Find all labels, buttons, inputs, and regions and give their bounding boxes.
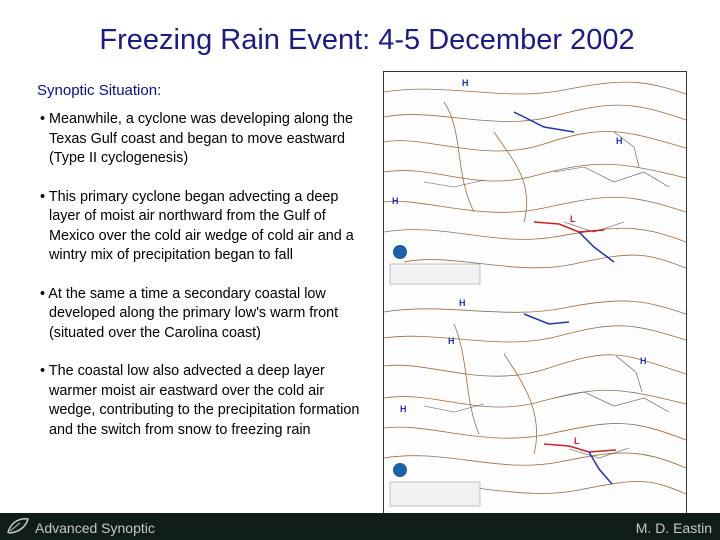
slide-title: Freezing Rain Event: 4-5 December 2002 <box>99 24 635 56</box>
bullet-item: • This primary cyclone began advecting a deep layer of moist air northward from the Gulf of Mexico over the cold air wedge of cold air and a wintry mix of precipitation began to fall <box>40 188 354 263</box>
bullet-item: • The coastal low also advected a deep layer warmer moist air eastward over the cold air wedge, contributing to the precipitation formation and the switch from snow to freezing rain <box>40 363 360 438</box>
noaa-logo-icon <box>393 463 407 477</box>
bullet-list <box>37 110 372 440</box>
surface-map-upper <box>384 72 686 290</box>
low-pressure-label: L <box>574 436 580 446</box>
surface-analysis-maps <box>383 71 687 514</box>
leaf-logo-icon <box>6 516 30 536</box>
surface-map-lower <box>384 294 686 512</box>
high-pressure-label: H <box>400 404 407 414</box>
map-legend-box <box>390 482 480 506</box>
high-pressure-label: H <box>462 78 469 88</box>
noaa-logo-icon <box>393 245 407 259</box>
high-pressure-label: H <box>448 336 455 346</box>
high-pressure-label: H <box>616 136 623 146</box>
section-subtitle: Synoptic Situation: <box>37 82 162 99</box>
high-pressure-label: H <box>459 298 466 308</box>
bullet-item: • At the same a time a secondary coastal low developed along the primary low's warm front (situated over the Carolina coast) <box>40 285 339 341</box>
bullet-item: • Meanwhile, a cyclone was developing along the Texas Gulf coast and began to move eastward (Type II cyclogenesis) <box>40 111 354 166</box>
high-pressure-label: H <box>392 196 399 206</box>
high-pressure-label: H <box>640 356 647 366</box>
low-pressure-label: L <box>570 214 576 224</box>
footer-course-name: Advanced Synoptic <box>35 520 155 536</box>
footer-author: M. D. Eastin <box>635 520 712 536</box>
map-legend-box <box>390 264 480 284</box>
